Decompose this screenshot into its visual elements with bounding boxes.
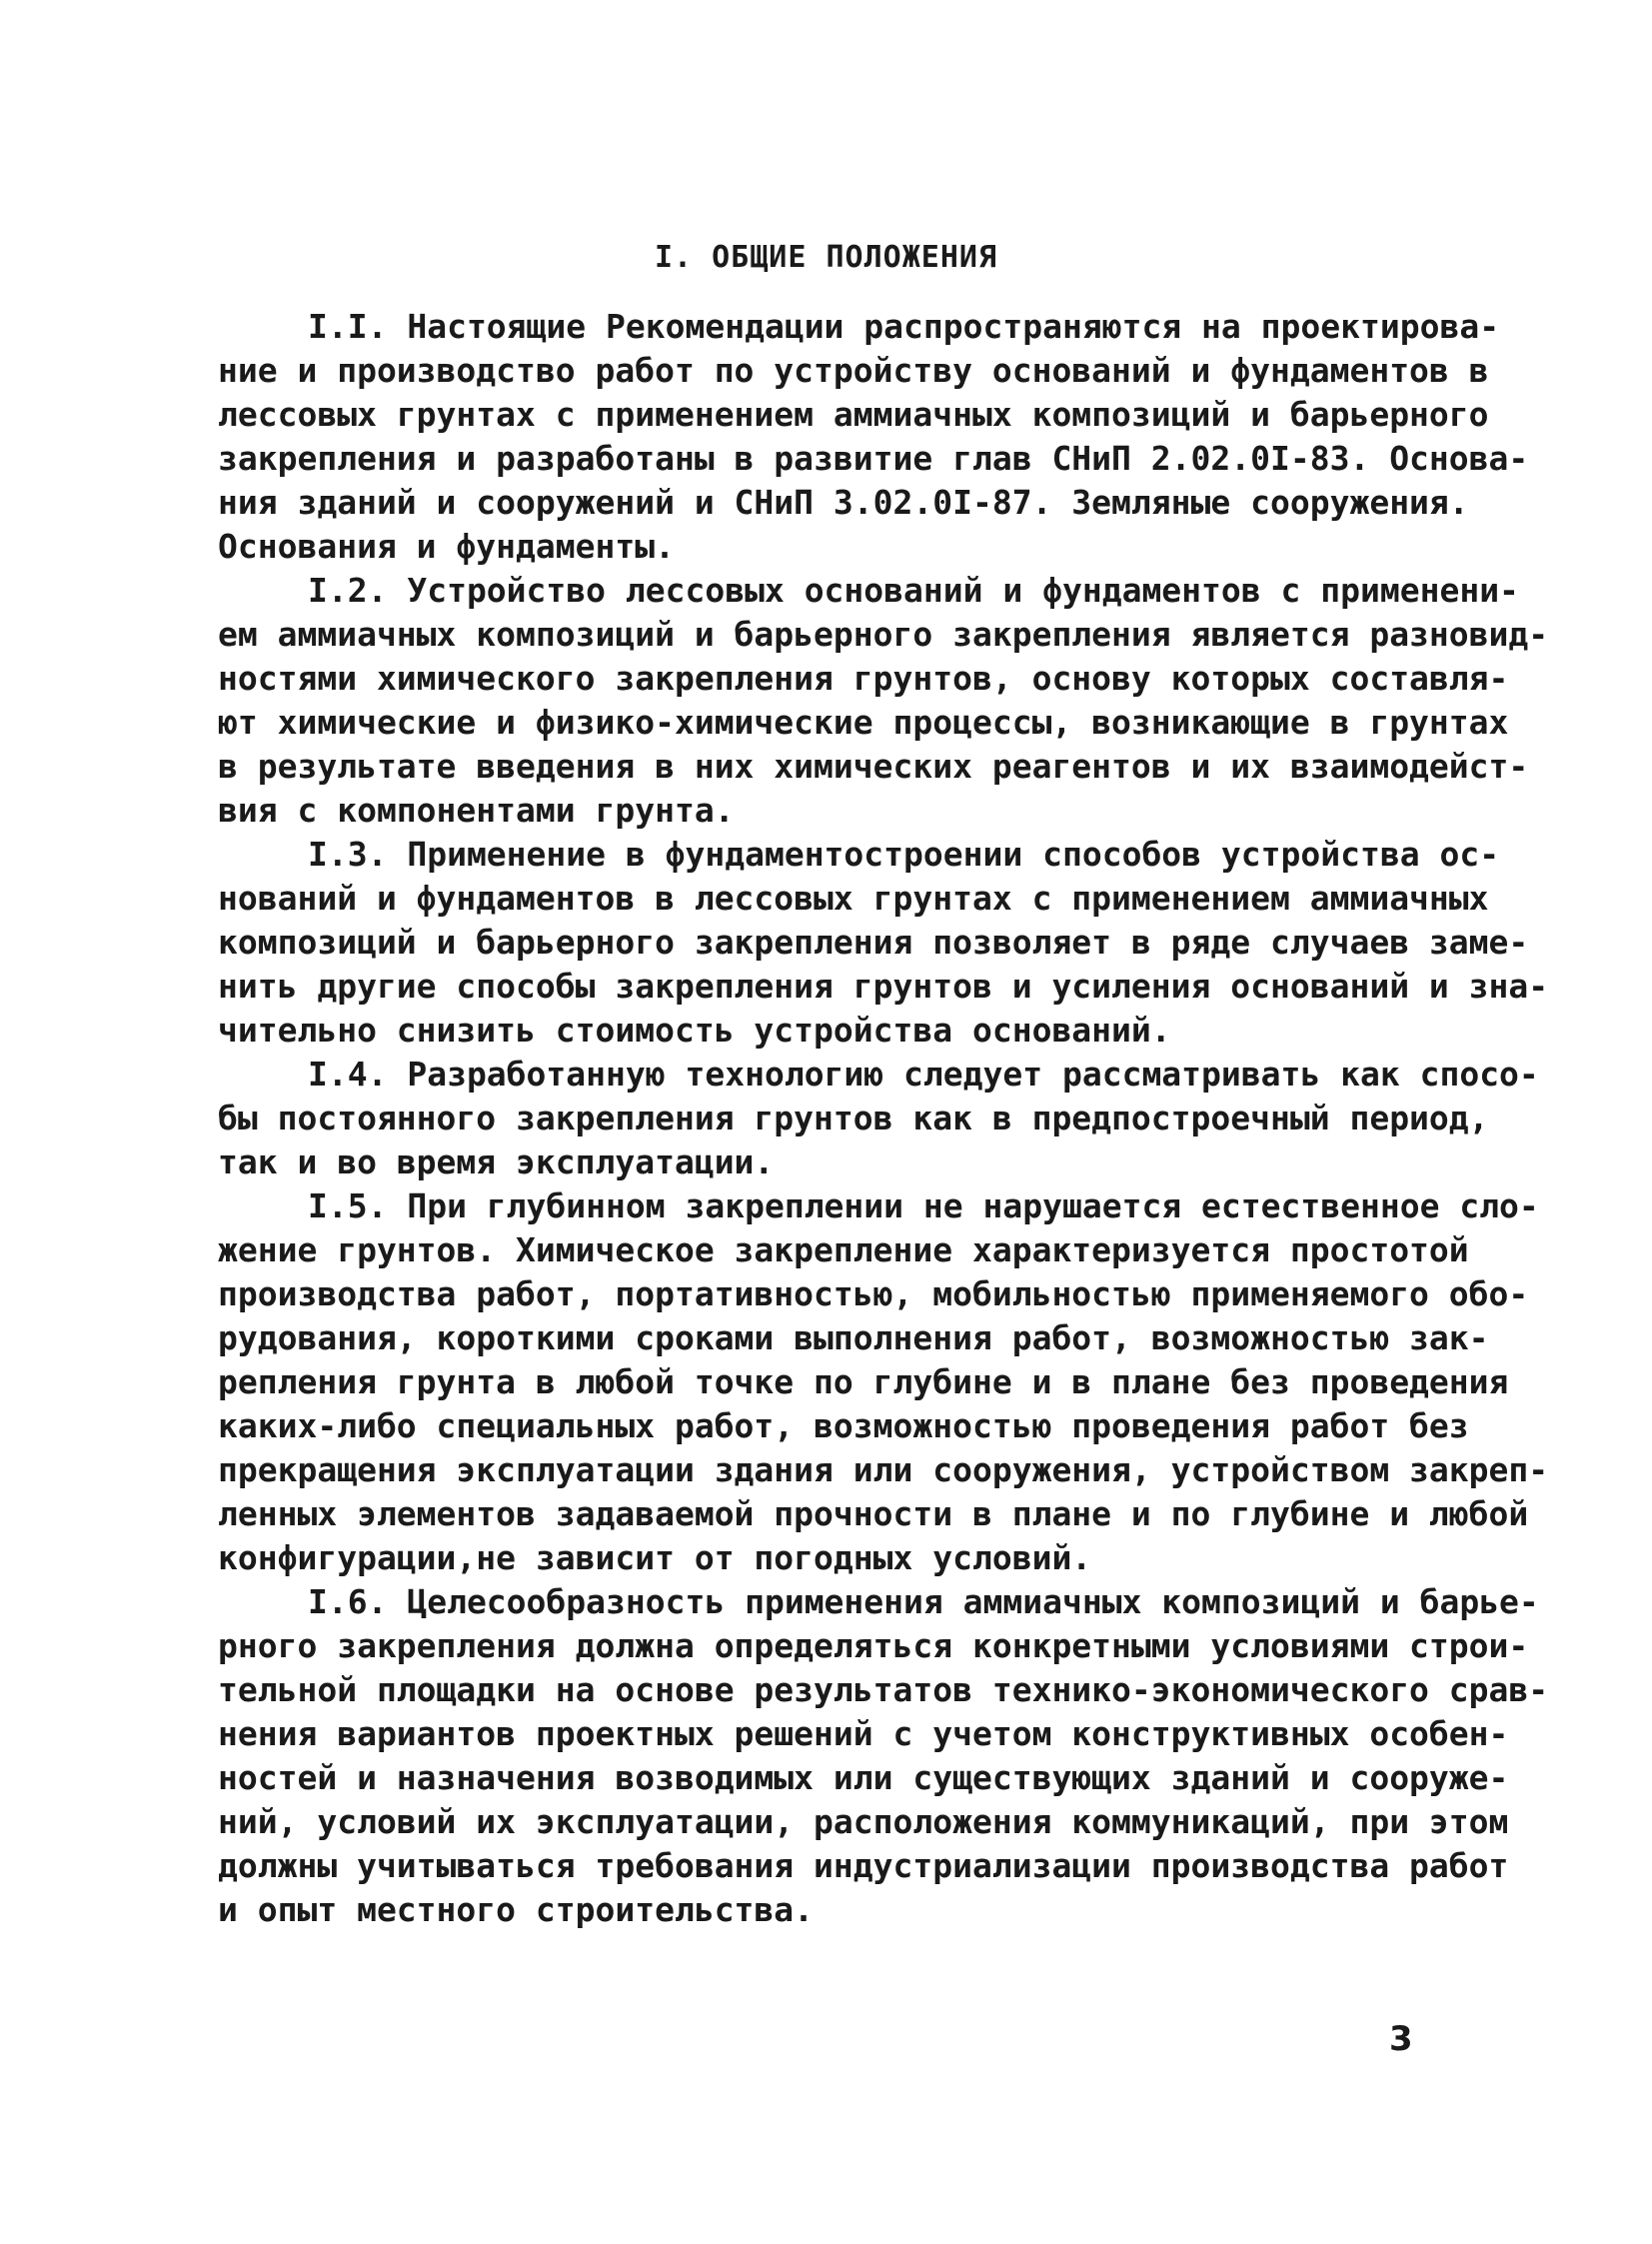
text-line: I.4. Разработанную технологию следует рассматривать как спосо- <box>308 1055 1539 1094</box>
text-line: нить другие способы закрепления грунтов и усиления оснований и зна- <box>218 967 1549 1006</box>
text-line: тельной площадки на основе результатов технико-экономического срав- <box>218 1670 1549 1709</box>
text-line: бы постоянного закрепления грунтов как в предпостроечный период, <box>218 1099 1489 1137</box>
text-line: лессовых грунтах с применением аммиачных композиций и барьерного <box>218 395 1489 434</box>
page-number: 3 <box>1389 2019 1413 2059</box>
text-line: должны учитываться требования индустриализации производства работ <box>218 1846 1509 1885</box>
text-line: производства работ, портативностью, мобильностью применяемого обо- <box>218 1274 1529 1313</box>
text-line: в результате введения в них химических реагентов и их взаимодейст- <box>218 747 1529 786</box>
text-line: закрепления и разработаны в развитие глав СНиП 2.02.0I-83. Основа- <box>218 439 1529 478</box>
text-line: нения вариантов проектных решений с учетом конструктивных особен- <box>218 1714 1509 1753</box>
text-line: так и во время эксплуатации. <box>218 1142 775 1181</box>
text-line: прекращения эксплуатации здания или сооружения, устройством закреп- <box>218 1450 1549 1489</box>
text-line: композиций и барьерного закрепления позволяет в ряде случаев заме- <box>218 923 1529 962</box>
text-line: и опыт местного строительства. <box>218 1890 815 1929</box>
text-line: ностями химического закрепления грунтов, основу которых составля- <box>218 659 1509 698</box>
text-line: I.I. Настоящие Рекомендации распространяются на проектирова- <box>308 307 1500 346</box>
text-line: каких-либо специальных работ, возможностью проведения работ без <box>218 1406 1469 1445</box>
section-title: I. ОБЩИЕ ПОЛОЖЕНИЯ <box>654 240 998 275</box>
text-line: I.5. При глубинном закреплении не нарушается естественное сло- <box>308 1186 1539 1225</box>
text-line: нований и фундаментов в лессовых грунтах с применением аммиачных <box>218 879 1489 918</box>
text-line: ний, условий их эксплуатации, расположения коммуникаций, при этом <box>218 1802 1509 1841</box>
text-line: жение грунтов. Химическое закрепление характеризуется простотой <box>218 1230 1469 1269</box>
text-line: Основания и фундаменты. <box>218 527 675 566</box>
text-line: чительно снизить стоимость устройства оснований. <box>218 1011 1171 1050</box>
text-line: репления грунта в любой точке по глубине и в плане без проведения <box>218 1362 1509 1401</box>
text-line: ние и производство работ по устройству оснований и фундаментов в <box>218 351 1489 390</box>
text-line: I.3. Применение в фундаментостроении способов устройства ос- <box>308 835 1500 874</box>
text-line: конфигурации,не зависит от погодных условий. <box>218 1538 1092 1577</box>
text-line: рудования, короткими сроками выполнения работ, возможностью зак- <box>218 1318 1489 1357</box>
text-line: ностей и назначения возводимых или существующих зданий и сооруже- <box>218 1758 1509 1797</box>
text-line: ем аммиачных композиций и барьерного закрепления является разновид- <box>218 615 1549 654</box>
text-line: ния зданий и сооружений и СНиП 3.02.0I-87. Земляные сооружения. <box>218 483 1469 522</box>
text-line: I.2. Устройство лессовых оснований и фундаментов с применени- <box>308 571 1519 610</box>
text-line: рного закрепления должна определяться конкретными условиями строи- <box>218 1626 1529 1665</box>
text-line: вия с компонентами грунта. <box>218 791 735 830</box>
text-line: ленных элементов задаваемой прочности в плане и по глубине и любой <box>218 1494 1529 1533</box>
text-line: I.6. Целесообразность применения аммиачных композиций и барье- <box>308 1582 1539 1621</box>
text-line: ют химические и физико-химические процессы, возникающие в грунтах <box>218 703 1509 742</box>
